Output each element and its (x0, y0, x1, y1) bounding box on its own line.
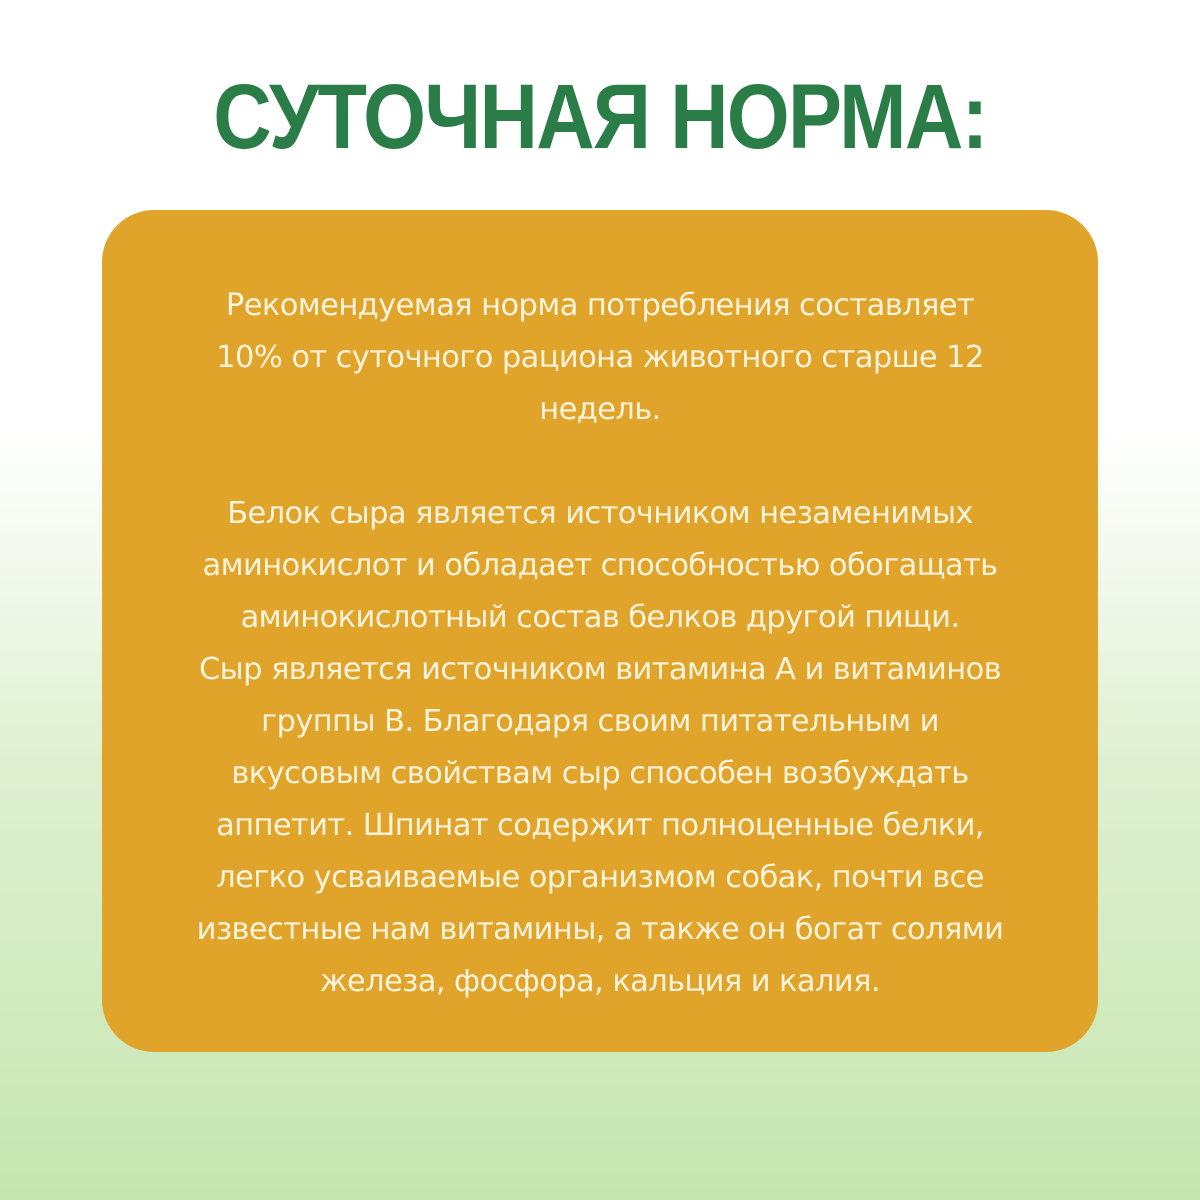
page-title: СУТОЧНАЯ НОРМА: (213, 66, 987, 168)
intake-paragraph: Рекомендуемая норма потребления составляет 10% от суточного рациона животного старше 12 недель. (216, 288, 984, 427)
info-card (102, 210, 1098, 1052)
info-card-text (102, 280, 1098, 1008)
nutrition-paragraph: Белок сыра является источником незаменимых аминокислот и обладает способностью обогащать аминокислотный состав белков другой пищи. Сыр является источником витамина А и витаминов группы В. Благодаря своим питательным и вкусовым свойствам сыр способен возбуждать аппетит. Шпинат содержит полноценные белки, легко усваиваемые организмом собак, почти все известные нам витамины, а также он богат солями железа, фосфора, кальция и калия. (196, 496, 1004, 999)
